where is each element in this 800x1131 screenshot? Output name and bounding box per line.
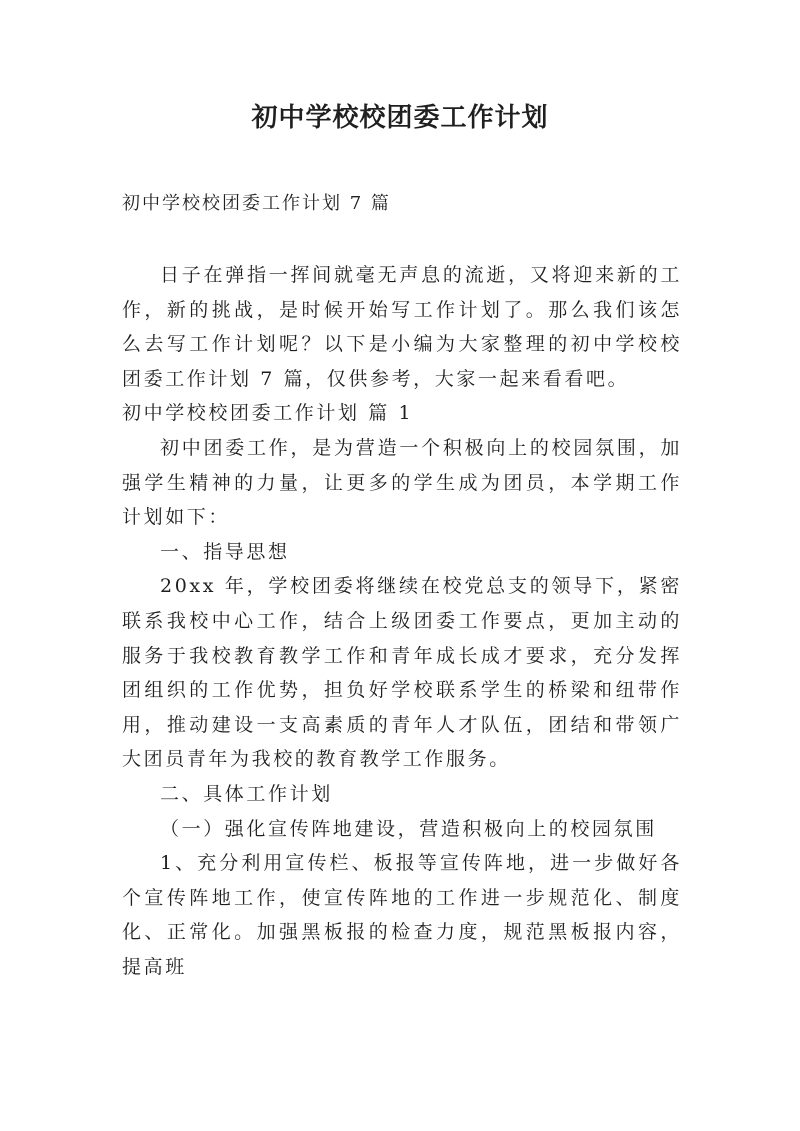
intro-paragraph: 日子在弹指一挥间就毫无声息的流逝，又将迎来新的工作，新的挑战，是时候开始写工作计划了。那么我们该怎么去写工作计划呢？以下是小编为大家整理的初中学校校团委工作计划 7 篇，仅供参考，大家一起来看看吧。 [122,264,682,390]
work-plan-heading: 二、具体工作计划 [160,782,333,805]
part1-intro-paragraph: 初中团委工作，是为营造一个积极向上的校园氛围，加强学生精神的力量，让更多的学生成为团员，本学期工作计划如下： [122,436,682,529]
guiding-thought-paragraph: 20xx 年，学校团委将继续在校党总支的领导下，紧密联系我校中心工作，结合上级团委工作要点，更加主动的服务于我校教育教学工作和青年成长成才要求，充分发挥团组织的工作优势，担负好学校联系学生的桥梁和纽带作用，推动建设一支高素质的青年人才队伍，团结和带领广大团员青年为我校的教育教学工作服务。 [122,575,682,771]
document-title: 初中学校校团委工作计划 [251,103,549,133]
document-subtitle: 初中学校校团委工作计划 7 篇 [122,193,391,214]
document-body [122,258,682,984]
subheading-propaganda: （一）强化宣传阵地建设，营造积极向上的校园氛围 [160,817,657,840]
guiding-thought-heading: 一、指导思想 [160,540,290,563]
section-heading-part1: 初中学校校团委工作计划 篇 1 [122,402,414,425]
propaganda-paragraph: 1、充分利用宣传栏、板报等宣传阵地，进一步做好各个宣传阵地工作，使宣传阵地的工作进一步规范化、制度化、正常化。加强黑板报的检查力度，规范黑板报内容，提高班 [122,852,682,978]
